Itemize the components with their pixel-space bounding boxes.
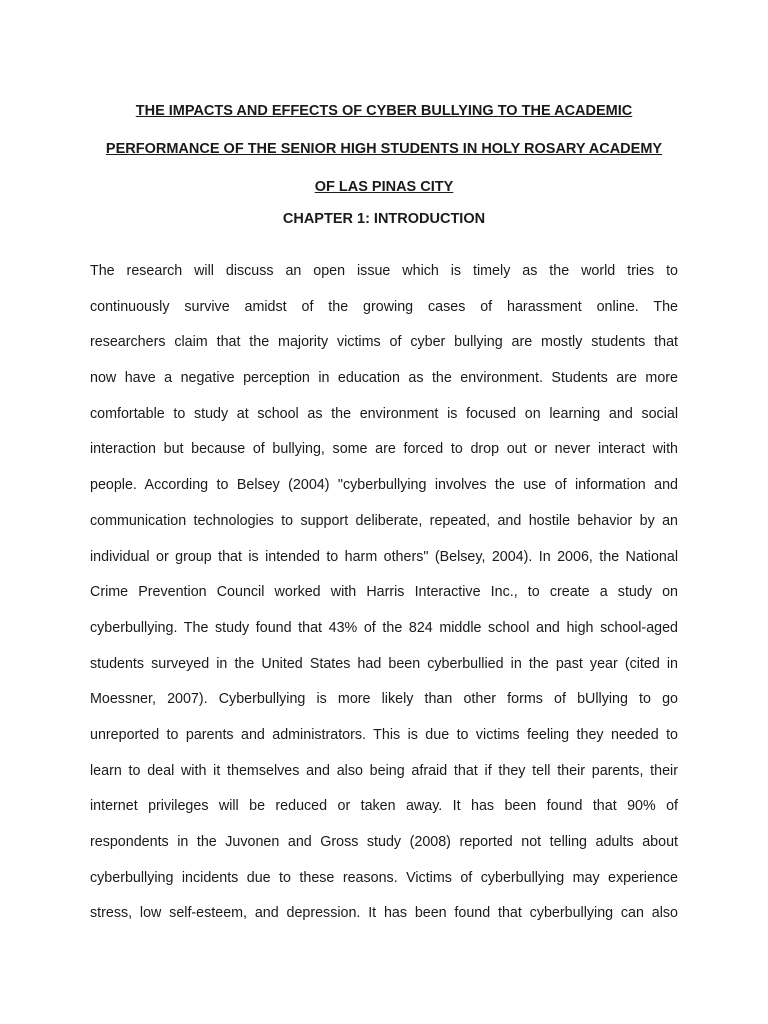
body-line: The research will discuss an open issue which is timely as the world tries to	[90, 263, 678, 279]
body-line: cyberbullying. The study found that 43% of the 824 middle school and high school-aged	[90, 619, 678, 636]
body-line: unreported to parents and administrators. This is due to victims feeling they needed to	[90, 726, 678, 743]
body-line: Crime Prevention Council worked with Harris Interactive Inc., to create a study on	[90, 584, 678, 601]
title-line-3: OF LAS PINAS CITY	[314, 179, 454, 195]
chapter-heading: CHAPTER 1: INTRODUCTION	[282, 211, 486, 227]
body-line: continuously survive amidst of the growing cases of harassment online. The	[90, 298, 678, 315]
document-title	[90, 92, 678, 206]
body-line: learn to deal with it themselves and also being afraid that if they tell their parents, their	[90, 762, 678, 779]
body-line: comfortable to study at school as the environment is focused on learning and social	[90, 405, 678, 422]
title-line-2: PERFORMANCE OF THE SENIOR HIGH STUDENTS IN HOLY ROSARY ACADEMY	[105, 141, 663, 157]
body-line: individual or group that is intended to harm others" (Belsey, 2004). In 2006, the National	[90, 548, 678, 565]
body-line: stress, low self-esteem, and depression. It has been found that cyberbullying can also	[90, 905, 678, 922]
body-line: people. According to Belsey (2004) "cyberbullying involves the use of information and	[90, 477, 678, 494]
body-line: cyberbullying incidents due to these reasons. Victims of cyberbullying may experience	[90, 869, 678, 886]
body-line: communication technologies to support deliberate, repeated, and hostile behavior by an	[90, 512, 678, 529]
body-line: interaction but because of bullying, some are forced to drop out or never interact with	[90, 441, 678, 458]
body-paragraph	[90, 254, 678, 932]
body-line: now have a negative perception in education as the environment. Students are more	[90, 370, 678, 387]
body-line: respondents in the Juvonen and Gross study (2008) reported not telling adults about	[90, 834, 678, 850]
body-line: Moessner, 2007). Cyberbullying is more likely than other forms of bUllying to go	[90, 691, 678, 708]
body-line: internet privileges will be reduced or taken away. It has been found that 90% of	[90, 798, 678, 815]
title-line-1: THE IMPACTS AND EFFECTS OF CYBER BULLYING TO THE ACADEMIC	[135, 103, 633, 119]
body-line: students surveyed in the United States had been cyberbullied in the past year (cited in	[90, 655, 678, 672]
body-line: researchers claim that the majority victims of cyber bullying are mostly students that	[90, 334, 678, 351]
